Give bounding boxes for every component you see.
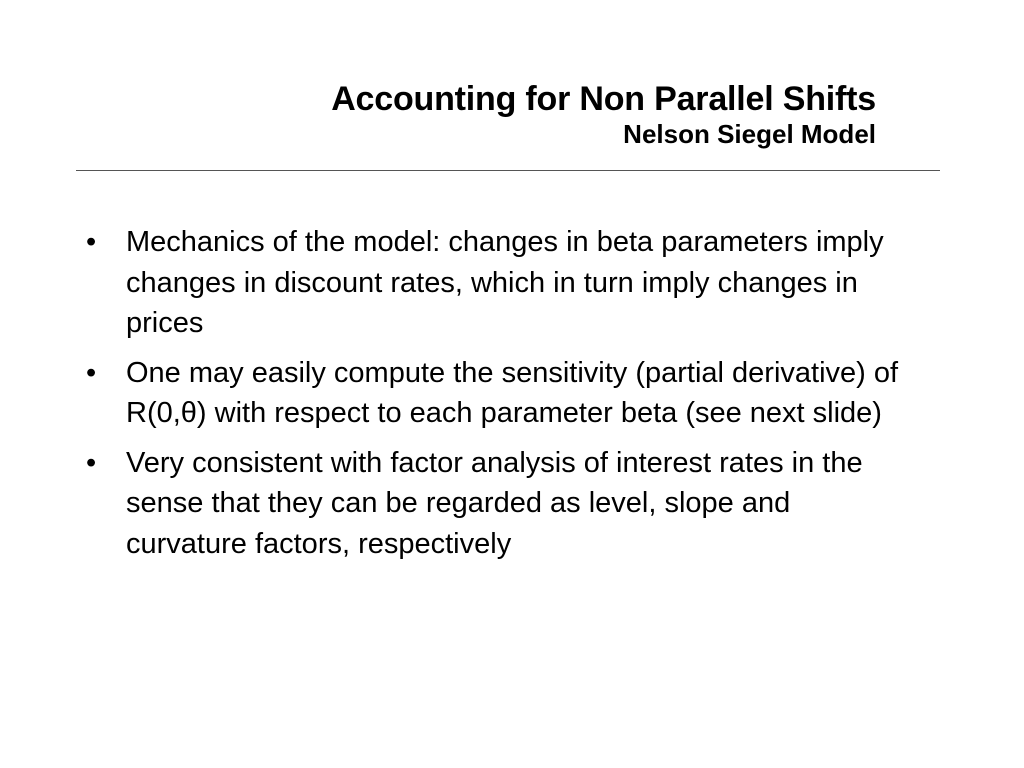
title-block <box>76 78 876 150</box>
bullet-item <box>86 443 916 565</box>
slide-subtitle: Nelson Siegel Model <box>623 119 876 149</box>
bullet-marker: • <box>86 226 97 258</box>
bullet-text: Very consistent with factor analysis of interest rates in the sense that they can be regarded as level, slope and curvature factors, respectively <box>126 446 863 560</box>
bullet-marker: • <box>86 356 97 389</box>
bullet-marker: • <box>86 446 97 479</box>
bullet-list <box>86 222 916 573</box>
title-divider <box>76 170 940 171</box>
slide-title: Accounting for Non Parallel Shifts <box>331 80 876 118</box>
bullet-item <box>86 353 916 434</box>
bullet-text: Mechanics of the model: changes in beta parameters imply changes in discount rates, which in turn imply changes in prices <box>126 226 884 339</box>
bullet-text: One may easily compute the sensitivity (partial derivative) of R(0,θ) with respect to each parameter beta (see next slide) <box>126 356 899 429</box>
bullet-item <box>86 222 916 344</box>
